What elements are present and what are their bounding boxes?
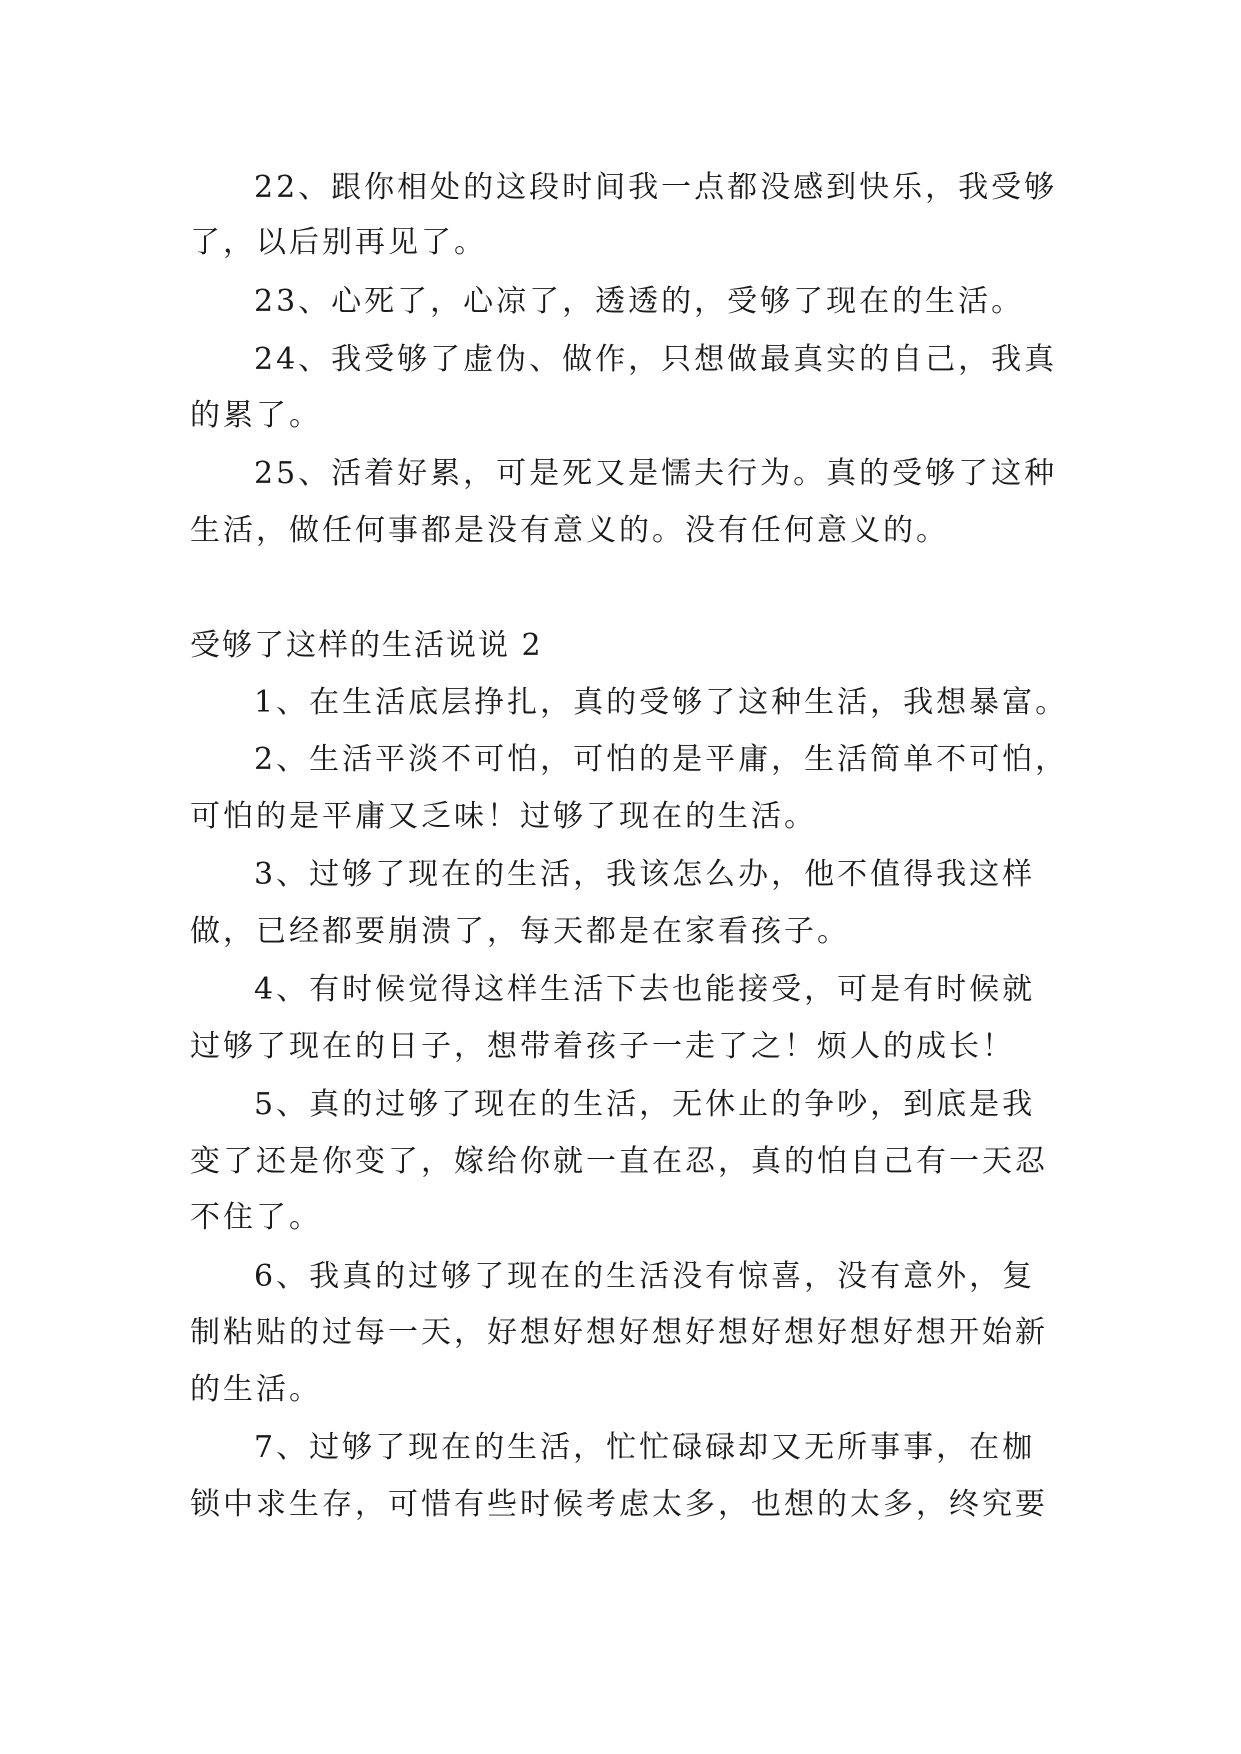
paragraph-line: 不住了。 <box>190 1200 322 1235</box>
paragraph-line: 3、过够了现在的生活，我该怎么办，他不值得我这样 <box>254 857 1036 892</box>
paragraph-line: 25、活着好累，可是死又是懦夫行为。真的受够了这种 <box>254 456 1058 491</box>
paragraph-line: 4、有时候觉得这样生活下去也能接受，可是有时候就 <box>254 972 1036 1007</box>
paragraph-line: 变了还是你变了，嫁给你就一直在忍，真的怕自己有一天忍 <box>190 1144 1048 1179</box>
paragraph-line: 的生活。 <box>190 1372 322 1407</box>
paragraph-line: 22、跟你相处的这段时间我一点都没感到快乐，我受够 <box>254 170 1058 205</box>
paragraph-line: 2、生活平淡不可怕，可怕的是平庸，生活简单不可怕， <box>254 742 1069 777</box>
paragraph-line: 6、我真的过够了现在的生活没有惊喜，没有意外，复 <box>254 1259 1036 1294</box>
paragraph-line: 过够了现在的日子，想带着孩子一走了之！烦人的成长！ <box>190 1029 1015 1064</box>
paragraph-line: 了，以后别再见了。 <box>190 225 487 260</box>
paragraph-line: 1、在生活底层挣扎，真的受够了这种生活，我想暴富。 <box>254 685 1069 720</box>
paragraph-line: 制粘贴的过每一天，好想好想好想好想好想好想好想开始新 <box>190 1315 1048 1350</box>
paragraph-line: 可怕的是平庸又乏味！过够了现在的生活。 <box>190 799 817 834</box>
paragraph-line: 24、我受够了虚伪、做作，只想做最真实的自己，我真 <box>254 342 1058 377</box>
paragraph-line: 生活，做任何事都是没有意义的。没有任何意义的。 <box>190 513 949 548</box>
paragraph-line: 23、心死了，心凉了，透透的，受够了现在的生活。 <box>254 284 1025 319</box>
paragraph-line: 的累了。 <box>190 398 322 433</box>
paragraph-line: 5、真的过够了现在的生活，无休止的争吵，到底是我 <box>254 1087 1036 1122</box>
paragraph-line: 锁中求生存，可惜有些时候考虑太多，也想的太多，终究要 <box>190 1487 1048 1522</box>
section-heading: 受够了这样的生活说说 2 <box>190 628 543 663</box>
paragraph-line: 7、过够了现在的生活，忙忙碌碌却又无所事事，在枷 <box>254 1430 1036 1465</box>
paragraph-line: 做，已经都要崩溃了，每天都是在家看孩子。 <box>190 914 850 949</box>
